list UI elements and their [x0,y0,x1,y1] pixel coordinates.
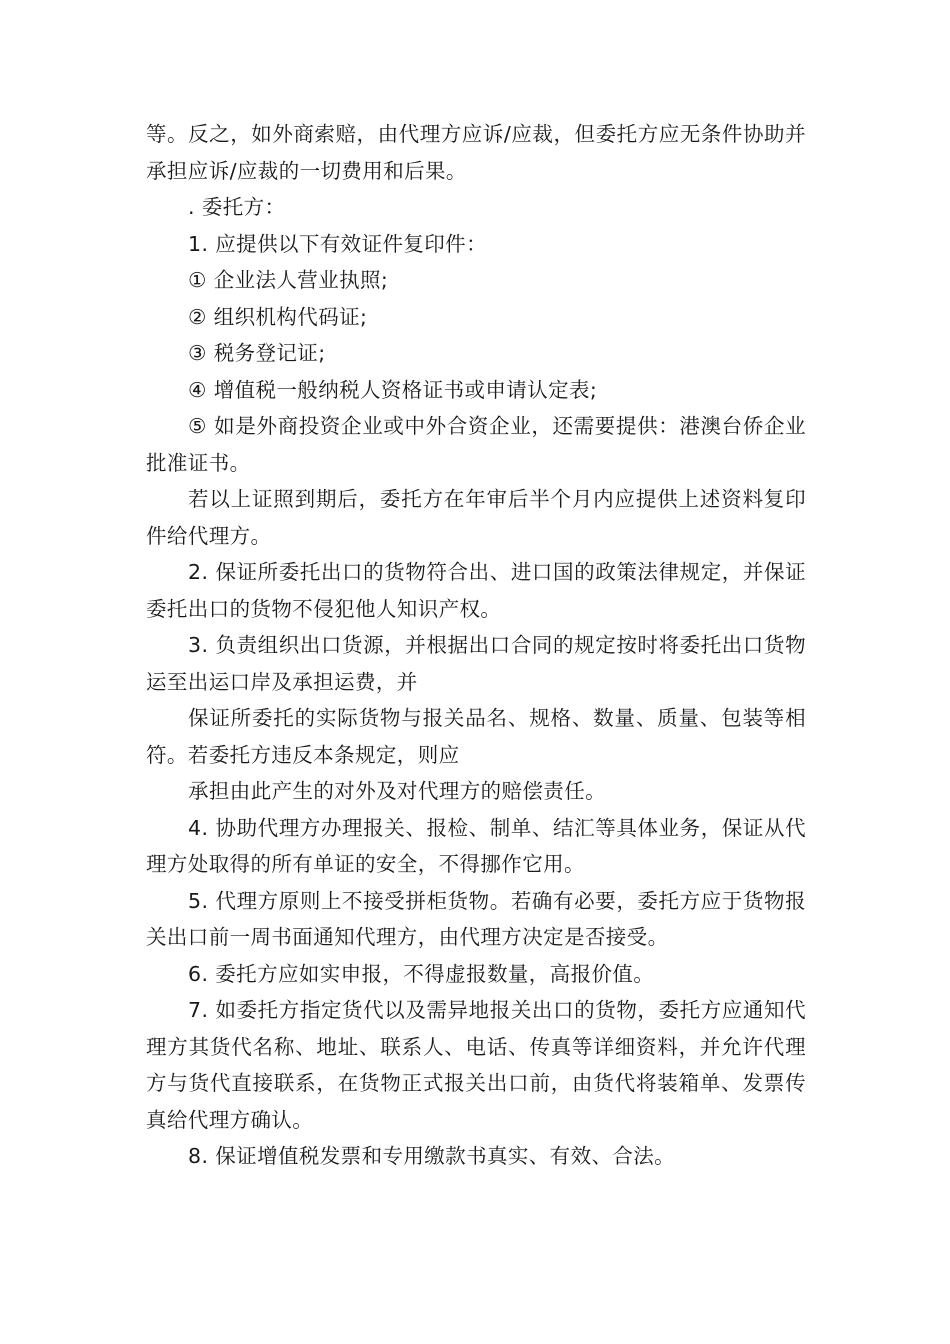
document-body [146,116,806,1175]
paragraph-subitem-3: ③ 税务登记证; [188,341,326,365]
paragraph-item-7: 7. 如委托方指定货代以及需异地报关出口的货物，委托方应通知代理方其货代名称、地址、联系人、电话、传真等详细资料，并允许代理方与货代直接联系，在货物正式报关出口前，由货代将装箱单、发票传真给代理方确认。 [146,998,806,1132]
paragraph-principal-heading: . 委托方： [188,195,286,219]
paragraph-subitem-2: ② 组织机构代码证; [188,304,368,329]
paragraph-item-2: 2. 保证所委托出口的货物符合出、进口国的政策法律规定，并保证委托出口的货物不侵犯他人知识产权。 [146,560,806,621]
paragraph-item-3: 3. 负责组织出口货源，并根据出口合同的规定按时将委托出口货物运至出运口岸及承担运费，并 [146,633,806,694]
paragraph-item-5: 5. 代理方原则上不接受拼柜货物。若确有必要，委托方应于货物报关出口前一周书面通知代理方，由代理方决定是否接受。 [146,888,806,949]
paragraph-subitem-4: ④ 增值税一般纳税人资格证书或申请认定表; [188,377,598,402]
paragraph-subitem-5: ⑤ 如是外商投资企业或中外合资企业，还需要提供：港澳台侨企业批准证书。 [146,414,806,475]
paragraph-claim-continuation: 等。反之，如外商索赔，由代理方应诉/应裁，但委托方应无条件协助并承担应诉/应裁的一切费用和后果。 [146,122,806,183]
paragraph-item-8: 8. 保证增值税发票和专用缴款书真实、有效、合法。 [188,1144,676,1168]
paragraph-item-3-continued: 保证所委托的实际货物与报关品名、规格、数量、质量、包装等相符。若委托方违反本条规定，则应 [146,706,806,767]
paragraph-item-1: 1. 应提供以下有效证件复印件： [188,231,487,256]
paragraph-item-3-liability: 承担由此产生的对外及对代理方的赔偿责任。 [188,779,606,803]
paragraph-expiry-note: 若以上证照到期后，委托方在年审后半个月内应提供上述资料复印件给代理方。 [146,487,806,548]
paragraph-item-4: 4. 协助代理方办理报关、报检、制单、结汇等具体业务，保证从代理方处取得的所有单证的安全，不得挪作它用。 [146,815,806,876]
paragraph-subitem-1: ① 企业法人营业执照; [188,268,389,292]
paragraph-item-6: 6. 委托方应如实申报，不得虚报数量，高报价值。 [188,961,655,986]
